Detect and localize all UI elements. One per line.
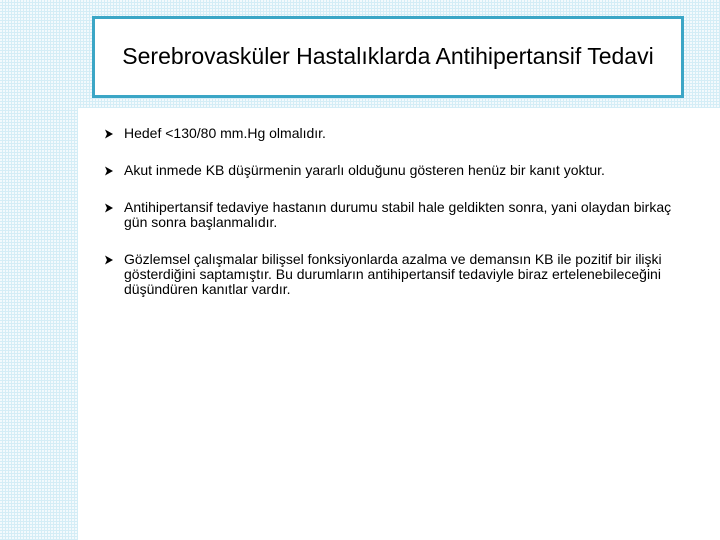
arrow-bullet-icon [104,166,114,176]
bullet-item [104,200,684,230]
bullet-text: Hedef <130/80 mm.Hg olmalıdır. [124,125,326,141]
bullet-list [104,126,684,297]
bullet-text: Antihipertansif tedaviye hastanın durumu stabil hale geldikten sonra, yani olaydan birkaç gün sonra başlanmalıdır. [124,199,672,230]
bullet-text: Gözlemsel çalışmalar bilişsel fonksiyonlarda azalma ve demansın KB ile pozitif bir ilişki gösterdiğini saptamıştır. Bu durumların antihipertansif tedaviyle biraz ertelenebileceğini düşündüren kanıtlar vardır. [124,251,662,297]
bullet-item [104,163,684,178]
bullet-text: Akut inmede KB düşürmenin yararlı olduğunu gösteren henüz bir kanıt yoktur. [124,162,605,178]
arrow-bullet-icon [104,255,114,265]
bullet-item [104,252,684,297]
bullet-item [104,126,684,141]
arrow-bullet-icon [104,203,114,213]
slide-title: Serebrovasküler Hastalıklarda Antihipertansif Tedavi [122,42,654,69]
decorative-side-band [0,0,78,540]
arrow-bullet-icon [104,129,114,139]
title-box [92,16,684,98]
